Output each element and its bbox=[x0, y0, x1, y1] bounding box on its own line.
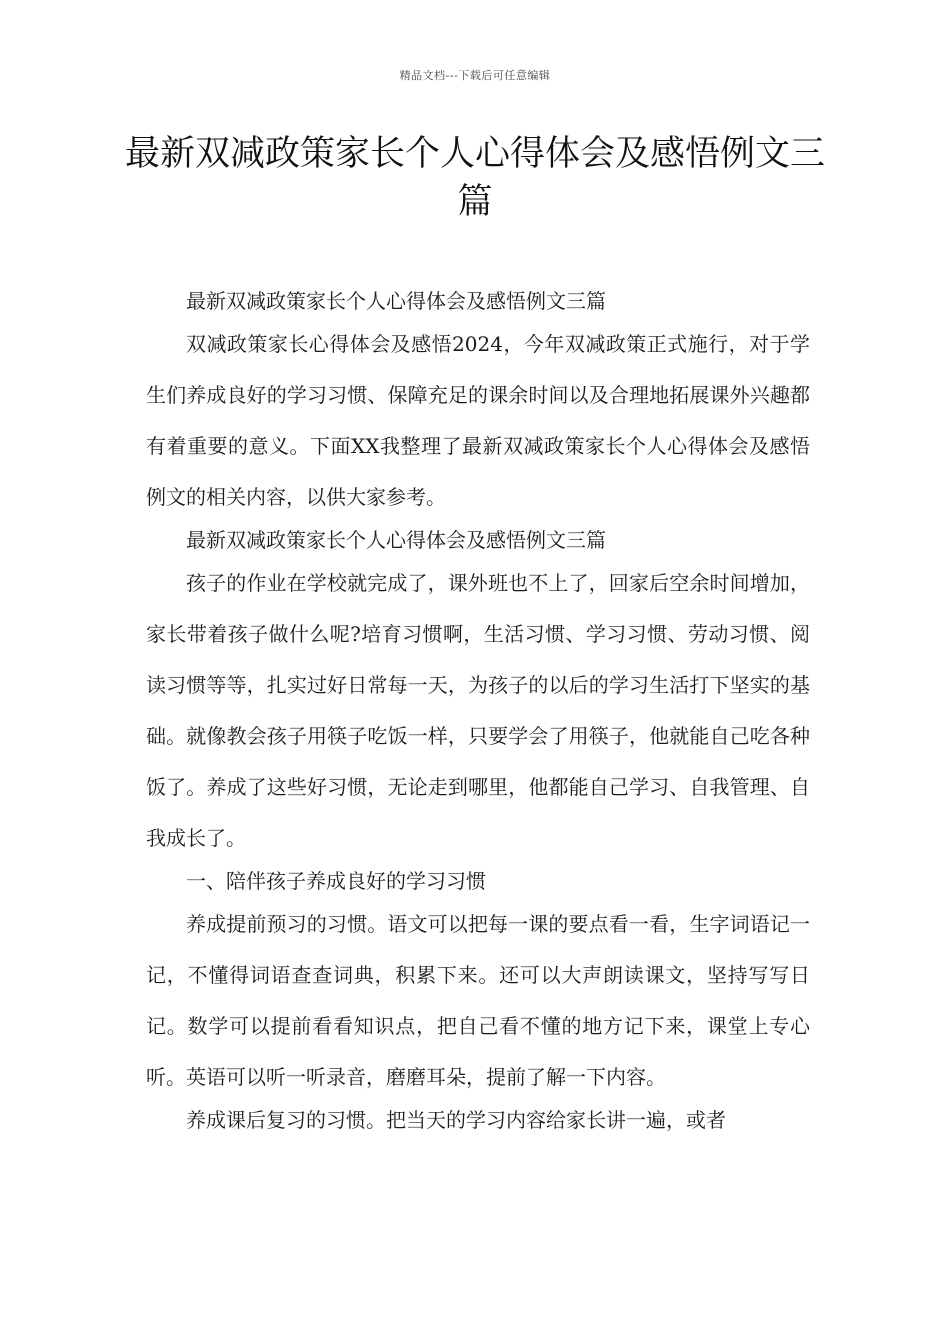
paragraph-heading-one: 一、陪伴孩子养成良好的学习习惯 bbox=[186, 869, 486, 893]
page-header-note: 精品文档---下载后可任意编辑 bbox=[399, 69, 551, 82]
document-body bbox=[146, 284, 810, 1146]
paragraph-review-habit: 养成课后复习的习惯。把当天的学习内容给家长讲一遍，或者 bbox=[186, 1108, 726, 1132]
document-title: 最新双减政策家长个人心得体会及感悟例文三篇 bbox=[124, 134, 825, 222]
paragraph-preview-habit: 养成提前预习的习惯。语文可以把每一课的要点看一看，生字词语记一记，不懂得词语查查词典，积累下来。还可以大声朗读课文，坚持写写日记。数学可以提前看看知识点，把自己看不懂的地方记下来，课堂上专心听。英语可以听一听录音，磨磨耳朵，提前了解一下内容。 bbox=[146, 912, 810, 1089]
paragraph-intro: 双减政策家长心得体会及感悟2024，今年双减政策正式施行，对于学生们养成良好的学习习惯、保障充足的课余时间以及合理地拓展课外兴趣都有着重要的意义。下面XX我整理了最新双减政策家长个人心得体会及感悟例文的相关内容，以供大家参考。 bbox=[146, 332, 810, 509]
paragraph-habits: 孩子的作业在学校就完成了，课外班也不上了，回家后空余时间增加，家长带着孩子做什么呢?培育习惯啊，生活习惯、学习习惯、劳动习惯、阅读习惯等等，扎实过好日常每一天，为孩子的以后的学习生活打下坚实的基础。就像教会孩子用筷子吃饭一样，只要学会了用筷子，他就能自己吃各种饭了。养成了这些好习惯，无论走到哪里，他都能自己学习、自我管理、自我成长了。 bbox=[146, 571, 810, 850]
paragraph-subtitle: 最新双减政策家长个人心得体会及感悟例文三篇 bbox=[186, 289, 606, 313]
paragraph-section-heading: 最新双减政策家长个人心得体会及感悟例文三篇 bbox=[186, 528, 606, 552]
